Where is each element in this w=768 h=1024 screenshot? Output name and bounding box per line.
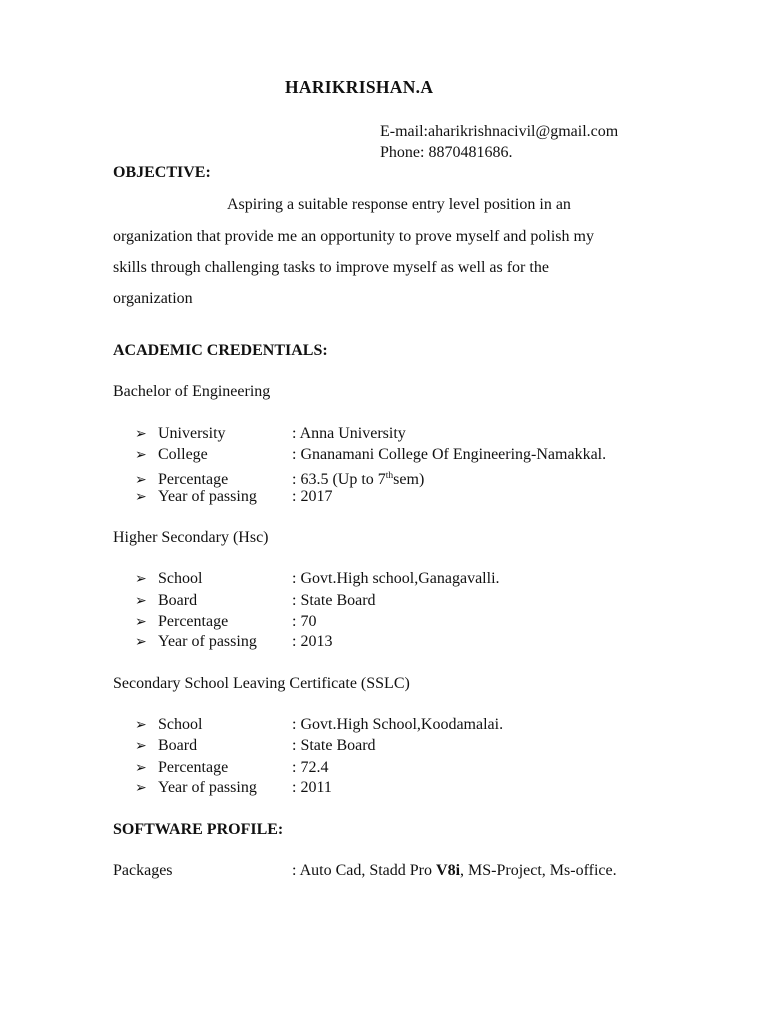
packages-value-bold: V8i [436, 862, 461, 879]
row-value: : Govt.High School,Koodamalai. [292, 716, 504, 733]
row-value: : 2011 [292, 779, 332, 796]
row-label: Year of passing [158, 633, 257, 650]
list-item [135, 632, 332, 652]
row-value: : State Board [292, 737, 376, 754]
superscript: th [385, 471, 394, 481]
phone-text: Phone: 8870481686. [380, 144, 513, 161]
sslc-title: Secondary School Leaving Certificate (SSLC) [113, 675, 410, 692]
row-label: School [158, 716, 203, 733]
row-label: Board [158, 737, 198, 754]
list-item [135, 445, 606, 465]
list-item [135, 736, 376, 756]
list-item [135, 424, 406, 444]
row-label: School [158, 570, 203, 587]
row-value: : 70 [292, 613, 317, 630]
list-item [135, 715, 503, 735]
candidate-name: HARIKRISHAN.A [285, 77, 434, 97]
objective-line-3: skills through challenging tasks to improve myself as well as for the [113, 259, 549, 276]
list-item [135, 758, 328, 778]
arrowhead-bullet-icon: ➢ [135, 571, 147, 587]
row-value: : 63.5 (Up to 7 [292, 471, 386, 488]
row-value: : 72.4 [292, 759, 329, 776]
row-label: Year of passing [158, 779, 257, 796]
arrowhead-bullet-icon: ➢ [135, 760, 147, 776]
arrowhead-bullet-icon: ➢ [135, 472, 147, 488]
list-item [135, 569, 500, 589]
row-value: : State Board [292, 592, 376, 609]
row-label: College [158, 446, 208, 463]
row-value: : Gnanamani College Of Engineering-Namakkal. [292, 446, 607, 463]
be-title: Bachelor of Engineering [113, 383, 271, 400]
row-value: : Anna University [292, 425, 406, 442]
arrowhead-bullet-icon: ➢ [135, 780, 147, 796]
row-label: University [158, 425, 226, 442]
row-value: : Govt.High school,Ganagavalli. [292, 570, 500, 587]
list-item [135, 778, 332, 798]
list-item [135, 591, 376, 611]
list-item [135, 487, 332, 507]
arrowhead-bullet-icon: ➢ [135, 593, 147, 609]
row-label: Percentage [158, 759, 229, 776]
packages-value-end: , MS-Project, Ms-office. [460, 862, 617, 879]
packages-value [292, 861, 617, 881]
packages-value-start: : Auto Cad, Stadd Pro [292, 862, 437, 879]
arrowhead-bullet-icon: ➢ [135, 634, 147, 650]
arrowhead-bullet-icon: ➢ [135, 426, 147, 442]
arrowhead-bullet-icon: ➢ [135, 489, 147, 505]
arrowhead-bullet-icon: ➢ [135, 614, 147, 630]
arrowhead-bullet-icon: ➢ [135, 717, 147, 733]
list-item [135, 612, 316, 632]
objective-line-2: organization that provide me an opportunity to prove myself and polish my [113, 228, 594, 245]
objective-heading: OBJECTIVE: [113, 164, 211, 181]
row-value: : 2013 [292, 633, 333, 650]
arrowhead-bullet-icon: ➢ [135, 738, 147, 754]
academic-heading: ACADEMIC CREDENTIALS: [113, 342, 328, 359]
objective-line-1: Aspiring a suitable response entry level position in an [227, 196, 571, 213]
hsc-title: Higher Secondary (Hsc) [113, 529, 269, 546]
email-text: E-mail:aharikrishnacivil@gmail.com [380, 123, 619, 140]
packages-label: Packages [113, 862, 173, 879]
row-label: Percentage [158, 471, 229, 488]
row-label: Year of passing [158, 488, 257, 505]
software-heading: SOFTWARE PROFILE: [113, 821, 284, 838]
row-value-suffix: sem) [393, 471, 425, 488]
row-value: : 2017 [292, 488, 333, 505]
row-label: Board [158, 592, 198, 609]
arrowhead-bullet-icon: ➢ [135, 447, 147, 463]
row-label: Percentage [158, 613, 229, 630]
objective-line-4: organization [113, 290, 193, 307]
